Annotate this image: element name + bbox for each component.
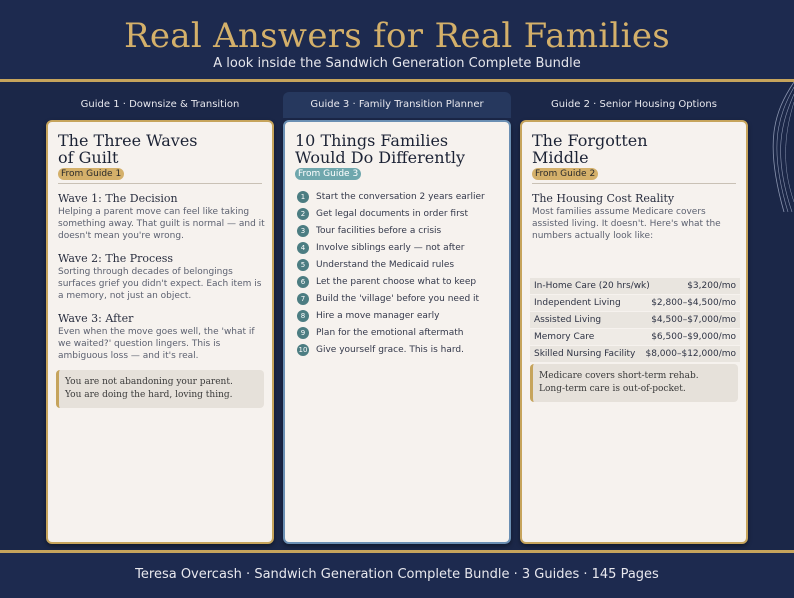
guide-1-title: [58, 132, 268, 166]
guide-1-from-badge: From Guide 1: [58, 168, 124, 180]
cost-value: $6,500–$9,000/mo: [651, 332, 736, 342]
table-row: [530, 346, 740, 363]
cost-type: In-Home Care (20 hrs/wk): [534, 281, 650, 291]
wave-3-heading: Wave 3: After: [58, 312, 134, 325]
list-item-text: Build the 'village' before you need it: [316, 293, 480, 304]
guide-3-card: [283, 120, 511, 544]
guide-2-callout: [530, 364, 738, 402]
list-item: [297, 239, 503, 256]
cost-type: Independent Living: [534, 298, 621, 308]
guide-3-header: Guide 3 · Family Transition Planner: [283, 92, 511, 118]
list-item: [297, 290, 503, 307]
guide-1-callout: [56, 370, 264, 408]
list-item-text: Get legal documents in order first: [316, 208, 468, 219]
cost-value: $2,800–$4,500/mo: [651, 298, 736, 308]
guide-3-column: [283, 92, 511, 546]
guide-3-title-line1: 10 Things Families: [295, 131, 449, 150]
decorative-swirl-icon: [754, 82, 794, 212]
list-item: [297, 222, 503, 239]
ten-things-list: [297, 188, 503, 358]
guide-2-title-line1: The Forgotten: [532, 131, 648, 150]
number-badge-icon: 4: [297, 242, 309, 254]
guide-1-header: Guide 1 · Downsize & Transition: [80, 99, 240, 110]
number-badge-icon: 6: [297, 276, 309, 288]
cost-type: Assisted Living: [534, 315, 602, 325]
list-item: [297, 341, 503, 358]
list-item-text: Give yourself grace. This is hard.: [316, 344, 464, 355]
footer-band: [0, 550, 794, 598]
guide-1-callout-line2: You are doing the hard, loving thing.: [65, 390, 233, 400]
guide-2-callout-line2: Long-term care is out-of-pocket.: [539, 384, 686, 394]
wave-1-text: Helping a parent move can feel like taking something away. That guilt is normal — and it doesn't mean you're wrong.: [58, 207, 265, 241]
number-badge-icon: 10: [298, 345, 308, 354]
guide-3-title-line2: Would Do Differently: [295, 148, 466, 167]
guide-3-title: [295, 132, 505, 166]
list-item: [297, 188, 503, 205]
list-item: [297, 273, 503, 290]
number-badge-icon: 8: [297, 310, 309, 322]
guide-3-from-badge: From Guide 3: [295, 168, 361, 180]
list-item-text: Understand the Medicaid rules: [316, 259, 455, 270]
divider: [58, 183, 262, 184]
wave-3-text: Even when the move goes well, the 'what if we waited?' question lingers. This is ambiguous loss — and it's real.: [58, 327, 255, 361]
page-subtitle: A look inside the Sandwich Generation Complete Bundle: [213, 56, 581, 71]
list-item-text: Involve siblings early — not after: [316, 242, 465, 253]
cost-table: [530, 278, 740, 363]
list-item: [297, 324, 503, 341]
guide-1-column: [46, 92, 274, 546]
guide-2-from-badge: From Guide 2: [532, 168, 598, 180]
number-badge-icon: 2: [297, 208, 309, 220]
table-row: [530, 312, 740, 329]
number-badge-icon: 3: [297, 225, 309, 237]
footer-text: Teresa Overcash · Sandwich Generation Complete Bundle · 3 Guides · 145 Pages: [135, 567, 659, 582]
guide-1-title-line1: The Three Waves: [58, 131, 198, 150]
divider: [532, 183, 736, 184]
guide-2-header: Guide 2 · Senior Housing Options: [551, 99, 717, 110]
list-item-text: Plan for the emotional aftermath: [316, 327, 464, 338]
number-badge-icon: 5: [297, 259, 309, 271]
number-badge-icon: 1: [297, 191, 309, 203]
guide-2-column: [520, 92, 748, 546]
guide-1-card: [46, 120, 274, 544]
wave-2-text: Sorting through decades of belongings surfaces grief you didn't expect. Each item is a memory, not just an object.: [58, 267, 262, 301]
guide-2-callout-line1: Medicare covers short-term rehab.: [539, 371, 699, 381]
number-badge-icon: 7: [297, 293, 309, 305]
page-title: Real Answers for Real Families: [123, 16, 671, 56]
cost-type: Memory Care: [534, 332, 595, 342]
list-item-text: Tour facilities before a crisis: [316, 225, 442, 236]
number-badge-icon: 9: [297, 327, 309, 339]
list-item: [297, 307, 503, 324]
cost-value: $4,500–$7,000/mo: [651, 315, 736, 325]
list-item: [297, 256, 503, 273]
wave-2-heading: Wave 2: The Process: [58, 252, 174, 265]
housing-cost-text: Most families assume Medicare covers assisted living. It doesn't. Here's what the numbers actually look like:: [532, 207, 721, 241]
table-row: [530, 295, 740, 312]
table-row: [530, 278, 740, 295]
list-item: [297, 205, 503, 222]
table-row: [530, 329, 740, 346]
cost-value: $8,000–$12,000/mo: [645, 349, 736, 359]
list-item-text: Hire a move manager early: [316, 310, 440, 321]
housing-cost-heading: The Housing Cost Reality: [532, 192, 675, 205]
guide-1-title-line2: of Guilt: [58, 148, 119, 167]
guide-1-callout-line1: You are not abandoning your parent.: [65, 377, 233, 387]
cost-type: Skilled Nursing Facility: [534, 349, 636, 359]
wave-1-heading: Wave 1: The Decision: [58, 192, 178, 205]
guide-2-card: [520, 120, 748, 544]
list-item-text: Start the conversation 2 years earlier: [316, 191, 485, 202]
cost-value: $3,200/mo: [687, 281, 736, 291]
guide-2-title: [532, 132, 742, 166]
guide-2-title-line2: Middle: [532, 148, 589, 167]
list-item-text: Let the parent choose what to keep: [316, 276, 477, 287]
